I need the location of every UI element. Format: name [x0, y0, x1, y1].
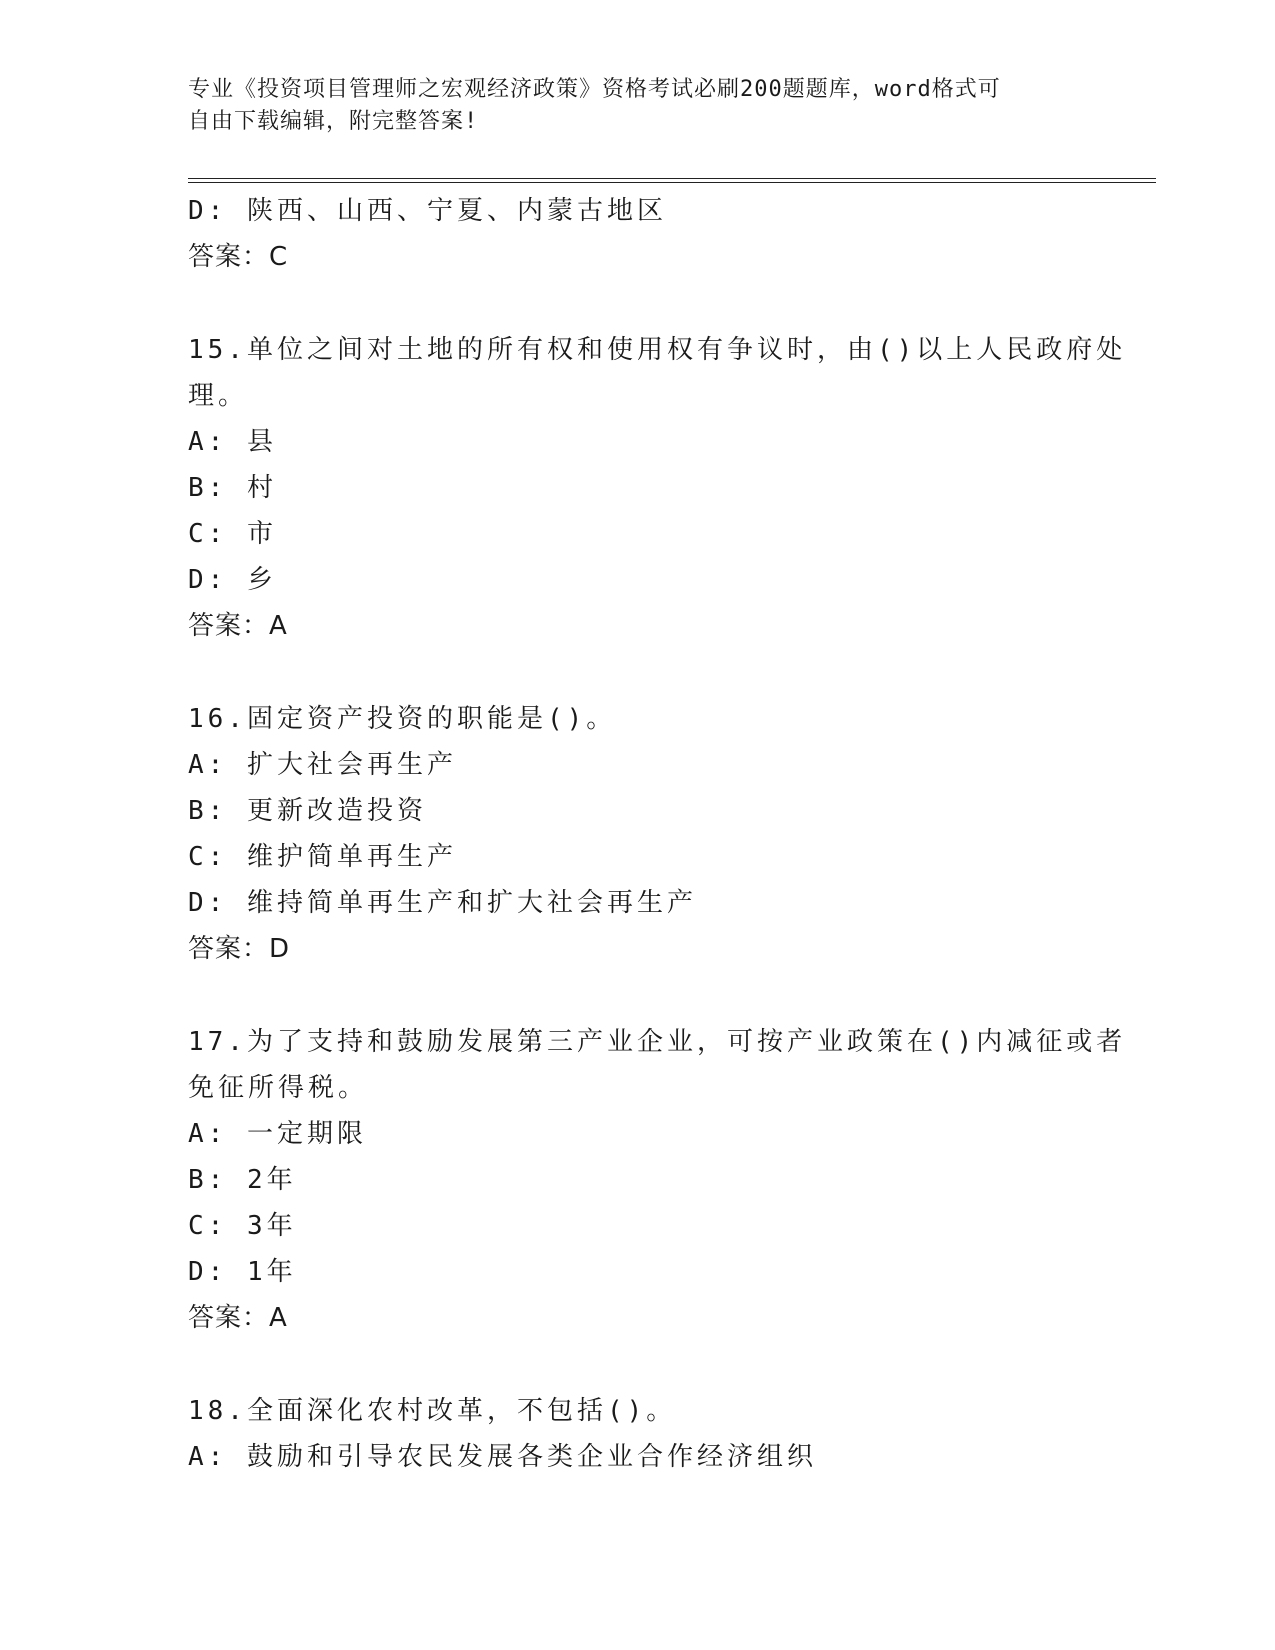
- q14-answer: 答案：C: [188, 242, 289, 272]
- q16-stem-line-1: 16.固定资产投资的职能是()。: [188, 704, 617, 734]
- q15-option-a: A: 县: [188, 427, 277, 457]
- q18-option-a: A: 鼓励和引导农民发展各类企业合作经济组织: [188, 1442, 817, 1472]
- q17-stem-line-1: 17.为了支持和鼓励发展第三产业企业，可按产业政策在()内减征或者: [188, 1027, 1127, 1057]
- q15-option-c: C: 市: [188, 519, 277, 549]
- document-header: [188, 74, 1088, 138]
- q15-option-b: B: 村: [188, 473, 277, 503]
- q16-option-a: A: 扩大社会再生产: [188, 750, 457, 780]
- q17-option-a: A: 一定期限: [188, 1119, 367, 1149]
- q16-option-d: D: 维持简单再生产和扩大社会再生产: [188, 888, 697, 918]
- q14-option-d: D: 陕西、山西、宁夏、内蒙古地区: [188, 196, 667, 226]
- header-divider: [188, 178, 1156, 183]
- q15-answer: 答案：A: [188, 611, 288, 641]
- q17-option-d: D: 1年: [188, 1257, 297, 1287]
- q16-option-c: C: 维护简单再生产: [188, 842, 457, 872]
- question-list: [188, 188, 1127, 1480]
- q16-answer: 答案：D: [188, 934, 291, 964]
- q18-stem-line-1: 18.全面深化农村改革，不包括()。: [188, 1396, 677, 1426]
- q17-option-b: B: 2年: [188, 1165, 297, 1195]
- q16-option-b: B: 更新改造投资: [188, 796, 427, 826]
- header-line-2: 自由下载编辑，附完整答案!: [188, 109, 479, 134]
- q17-stem-line-2: 免征所得税。: [188, 1073, 369, 1103]
- q17-answer: 答案：A: [188, 1303, 288, 1333]
- q15-stem-line-2: 理。: [188, 381, 249, 411]
- q17-option-c: C: 3年: [188, 1211, 297, 1241]
- q15-stem-line-1: 15.单位之间对土地的所有权和使用权有争议时，由()以上人民政府处: [188, 335, 1127, 365]
- q15-option-d: D: 乡: [188, 565, 277, 595]
- header-line-1: 专业《投资项目管理师之宏观经济政策》资格考试必刷200题题库，word格式可: [188, 77, 1001, 102]
